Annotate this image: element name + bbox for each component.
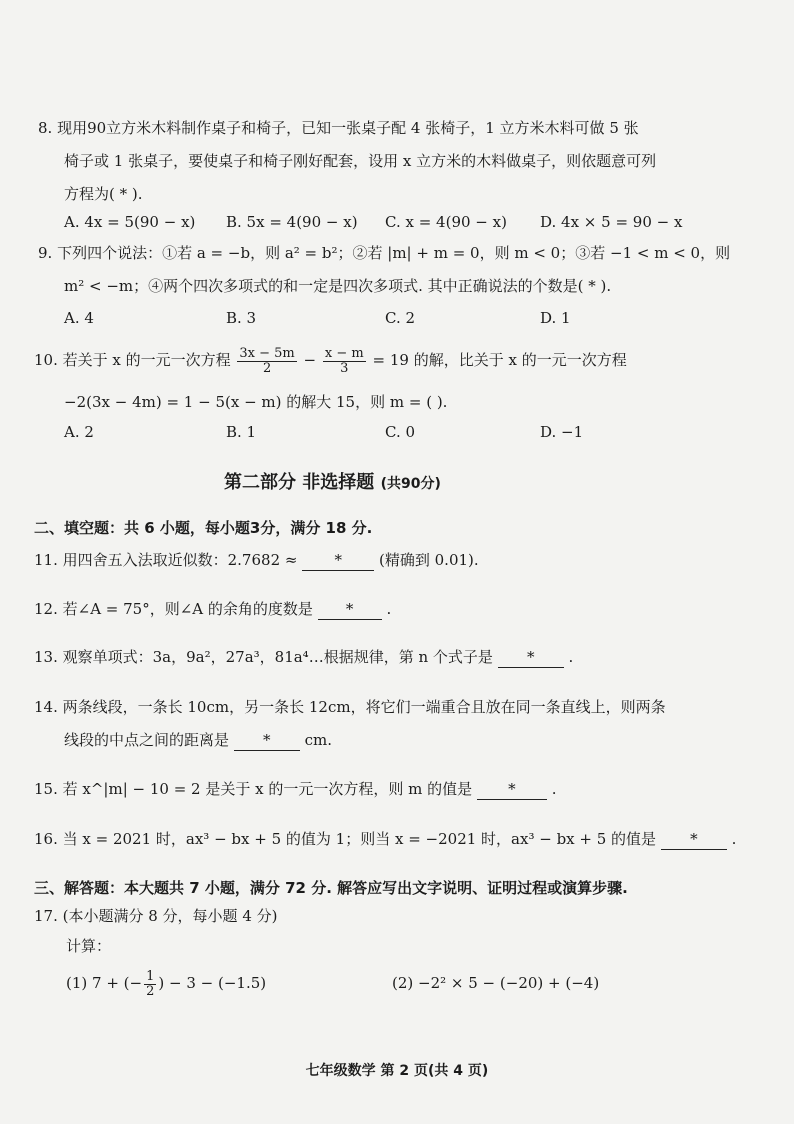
q17-instruction: 计算： [66, 937, 112, 955]
q14-line2 [64, 730, 332, 751]
q13-text: 13. 观察单项式：3a，9a²，27a³，81a⁴…根据规律，第 n 个式子是 [34, 648, 493, 666]
part2-title: 第二部分 非选择题 [224, 472, 375, 493]
q10-fraction-1 [237, 347, 296, 376]
q13-line [34, 647, 573, 668]
q11-answer-blank[interactable]: * [302, 550, 374, 571]
q10-frac1-numerator: 3x − 5m [239, 345, 295, 361]
q10-line1 [34, 340, 627, 380]
q15-answer-blank[interactable]: * [477, 779, 547, 800]
q10-line2: −2(3x − 4m) = 1 − 5(x − m) 的解大 15，则 m = ( ). [64, 393, 448, 411]
q8-line1: 8. 现用90立方米木料制作桌子和椅子，已知一张桌子配 4 张椅子，1 立方米木料可做 5 张 [38, 119, 639, 137]
q10-frac2-denominator: 3 [340, 360, 349, 376]
q12-line [34, 599, 391, 620]
q10-frac2-numerator: x − m [324, 345, 364, 361]
q9-option-d: D. 1 [540, 309, 571, 327]
q10-option-d: D. −1 [540, 423, 584, 441]
q17-part1-prefix: (1) 7 + (− [66, 974, 143, 992]
q12-end: . [386, 600, 392, 618]
q16-answer-blank[interactable]: * [661, 829, 727, 850]
q11-text: 11. 用四舍五入法取近似数：2.7682 ≈ [34, 551, 298, 569]
q17-frac-numerator: 1 [146, 968, 155, 984]
q14-text: 线段的中点之间的距离是 [64, 731, 230, 749]
q10-minus: − [303, 351, 317, 369]
q11-note: (精确到 0.01). [379, 551, 479, 569]
q15-text: 15. 若 x^|m| − 10 = 2 是关于 x 的一元一次方程，则 m 的值是 [34, 780, 473, 798]
q10-option-a: A. 2 [64, 423, 94, 441]
q8-line3: 方程为( * ). [64, 185, 143, 203]
q16-text: 16. 当 x = 2021 时，ax³ − bx + 5 的值为 1；则当 x = −2021 时，ax³ − bx + 5 的值是 [34, 830, 657, 848]
fill-section-header: 二、填空题：共 6 小题，每小题3分，满分 18 分. [34, 519, 373, 537]
q13-end: . [568, 648, 574, 666]
q13-answer-blank[interactable]: * [498, 647, 564, 668]
q14-unit: cm. [304, 731, 332, 749]
part2-subtitle: (共90分) [380, 476, 441, 492]
q15-end: . [551, 780, 557, 798]
q9-line2: m² < −m；④两个四次多项式的和一定是四次多项式. 其中正确说法的个数是( * ). [64, 277, 612, 295]
q10-option-c: C. 0 [385, 423, 416, 441]
q10-prefix: 10. 若关于 x 的一元一次方程 [34, 351, 231, 369]
q8-option-c: C. x = 4(90 − x) [385, 213, 507, 231]
q17-part1-suffix: ) − 3 − (−1.5) [158, 974, 267, 992]
q17-frac-denominator: 2 [146, 983, 155, 999]
q12-text: 12. 若∠A = 75°，则∠A 的余角的度数是 [34, 600, 313, 618]
q8-option-d: D. 4x × 5 = 90 − x [540, 213, 683, 231]
part2-heading [224, 468, 441, 494]
q14-answer-blank[interactable]: * [234, 730, 300, 751]
q8-option-a: A. 4x = 5(90 − x) [64, 213, 196, 231]
q17-title: 17. (本小题满分 8 分，每小题 4 分) [34, 907, 278, 925]
q12-answer-blank[interactable]: * [318, 599, 382, 620]
q17-part1 [66, 962, 266, 1004]
q8-line2: 椅子或 1 张桌子，要使桌子和椅子刚好配套，设用 x 立方米的木料做桌子，则依题意可列 [64, 152, 657, 170]
q11-line [34, 550, 479, 571]
q17-part2: (2) −2² × 5 − (−20) + (−4) [392, 974, 600, 992]
solve-section-header: 三、解答题：本大题共 7 小题，满分 72 分. 解答应写出文字说明、证明过程或演算步骤. [34, 879, 628, 897]
page-footer: 七年级数学 第 2 页(共 4 页) [305, 1063, 489, 1079]
q17-part1-fraction [144, 970, 156, 999]
q10-fraction-2 [323, 347, 366, 376]
q9-option-b: B. 3 [226, 309, 257, 327]
q9-line1: 9. 下列四个说法：①若 a = −b，则 a² = b²；②若 |m| + m = 0，则 m < 0；③若 −1 < m < 0，则 [38, 244, 731, 262]
q9-option-a: A. 4 [64, 309, 94, 327]
q8-option-b: B. 5x = 4(90 − x) [226, 213, 358, 231]
q15-line [34, 779, 556, 800]
q10-frac1-denominator: 2 [262, 360, 272, 376]
q16-line [34, 829, 736, 850]
q10-option-b: B. 1 [226, 423, 257, 441]
q16-end: . [731, 830, 737, 848]
q14-line1: 14. 两条线段，一条长 10cm，另一条长 12cm，将它们一端重合且放在同一条直线上，则两条 [34, 698, 666, 716]
q9-option-c: C. 2 [385, 309, 416, 327]
q10-suffix: = 19 的解，比关于 x 的一元一次方程 [372, 351, 627, 369]
